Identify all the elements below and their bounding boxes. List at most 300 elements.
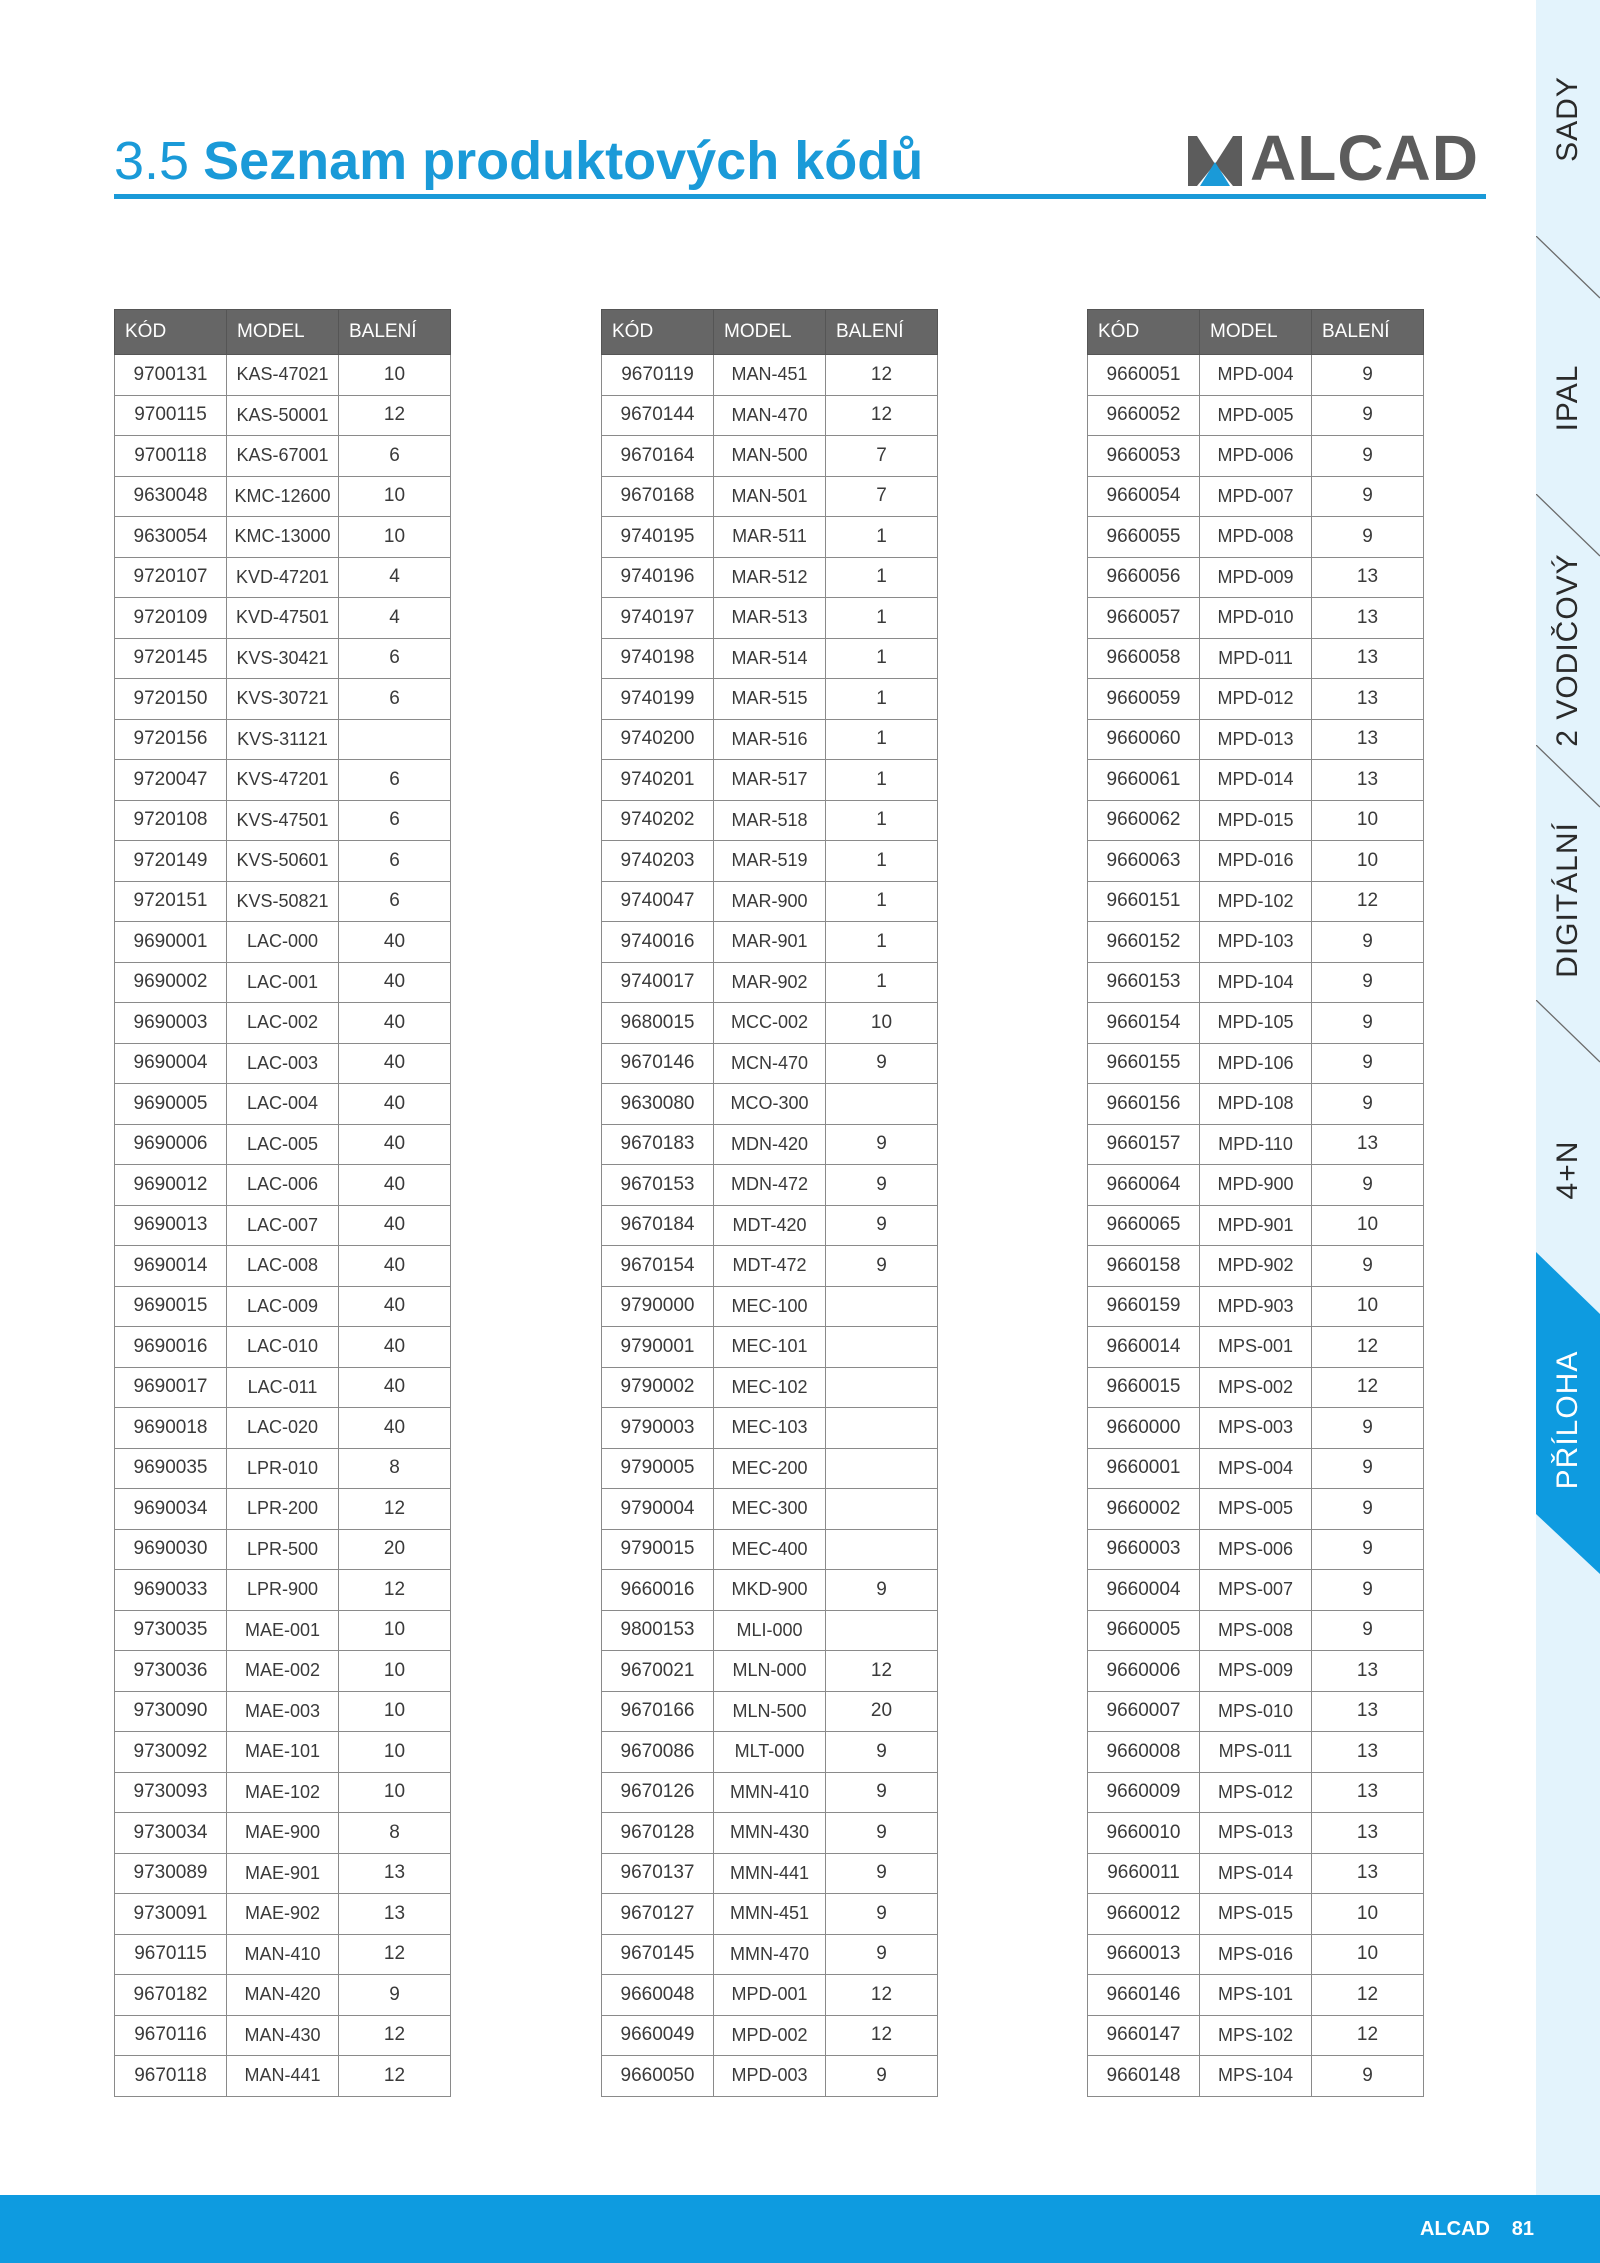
model-cell: MPD-008 — [1200, 517, 1312, 558]
package-cell: 6 — [339, 436, 451, 477]
model-cell: MPS-001 — [1200, 1327, 1312, 1368]
package-cell: 10 — [339, 1651, 451, 1692]
table-row — [602, 517, 938, 558]
product-code-cell: 9740196 — [602, 557, 714, 598]
table-row — [115, 922, 451, 963]
model-cell: MCN-470 — [714, 1043, 826, 1084]
table-row — [602, 2015, 938, 2056]
product-code-cell: 9660053 — [1088, 436, 1200, 477]
table-row — [602, 1124, 938, 1165]
tab-label: 2 VODIČOVÝ — [1551, 553, 1584, 747]
package-cell: 12 — [1312, 1327, 1424, 1368]
table-row — [115, 476, 451, 517]
package-cell — [826, 1610, 938, 1651]
product-code-cell: 9720151 — [115, 881, 227, 922]
model-cell: LAC-003 — [227, 1043, 339, 1084]
model-cell: MPS-006 — [1200, 1529, 1312, 1570]
table-row — [602, 395, 938, 436]
product-code-cell: 9690016 — [115, 1327, 227, 1368]
package-cell: 9 — [826, 1246, 938, 1287]
table-row — [1088, 395, 1424, 436]
model-cell: MPD-006 — [1200, 436, 1312, 477]
model-cell: MPD-005 — [1200, 395, 1312, 436]
table-row — [602, 355, 938, 396]
table-row — [1088, 679, 1424, 720]
model-cell: MPD-016 — [1200, 841, 1312, 882]
model-cell: MAN-430 — [227, 2015, 339, 2056]
package-cell: 8 — [339, 1448, 451, 1489]
model-cell: LAC-006 — [227, 1165, 339, 1206]
product-code-cell: 9670154 — [602, 1246, 714, 1287]
product-code-cell: 9660004 — [1088, 1570, 1200, 1611]
model-cell: LPR-200 — [227, 1489, 339, 1530]
table-row — [1088, 1165, 1424, 1206]
package-cell: 6 — [339, 679, 451, 720]
package-cell: 6 — [339, 800, 451, 841]
product-code-cell: 9670118 — [115, 2056, 227, 2097]
product-code-cell: 9730036 — [115, 1651, 227, 1692]
product-code-cell: 9660048 — [602, 1975, 714, 2016]
table-row — [602, 1853, 938, 1894]
package-cell: 13 — [1312, 638, 1424, 679]
model-cell: MPS-012 — [1200, 1772, 1312, 1813]
model-cell: LAC-002 — [227, 1003, 339, 1044]
product-code-cell: 9690018 — [115, 1408, 227, 1449]
table-row — [1088, 800, 1424, 841]
product-code-cell: 9660006 — [1088, 1651, 1200, 1692]
table-row — [602, 1934, 938, 1975]
table-row — [602, 638, 938, 679]
package-cell — [826, 1286, 938, 1327]
package-cell — [826, 1367, 938, 1408]
product-code-cell: 9740016 — [602, 922, 714, 963]
product-code-cell: 9660001 — [1088, 1448, 1200, 1489]
package-cell: 12 — [1312, 2015, 1424, 2056]
table-row — [602, 719, 938, 760]
package-cell: 13 — [1312, 1651, 1424, 1692]
model-cell: MPD-012 — [1200, 679, 1312, 720]
table-row — [1088, 1084, 1424, 1125]
package-cell: 40 — [339, 1286, 451, 1327]
table-row — [602, 1448, 938, 1489]
product-code-cell: 9720145 — [115, 638, 227, 679]
model-cell: MPS-005 — [1200, 1489, 1312, 1530]
table-row — [602, 1772, 938, 1813]
model-cell: MLN-500 — [714, 1691, 826, 1732]
table-row — [1088, 2015, 1424, 2056]
product-code-cell: 9670137 — [602, 1853, 714, 1894]
tab-label: IPAL — [1551, 364, 1584, 432]
package-cell: 13 — [1312, 598, 1424, 639]
product-code-cell: 9740199 — [602, 679, 714, 720]
package-cell: 12 — [826, 1651, 938, 1692]
model-cell: LAC-008 — [227, 1246, 339, 1287]
package-cell: 40 — [339, 1205, 451, 1246]
product-code-cell: 9660051 — [1088, 355, 1200, 396]
tab-label: SADY — [1551, 76, 1584, 162]
model-cell: MPS-013 — [1200, 1813, 1312, 1854]
product-code-cell: 9790002 — [602, 1367, 714, 1408]
product-code-cell: 9660014 — [1088, 1327, 1200, 1368]
table-row — [602, 760, 938, 801]
package-cell: 6 — [339, 760, 451, 801]
page-title — [114, 130, 923, 192]
model-cell: MAN-451 — [714, 355, 826, 396]
product-code-cell: 9740047 — [602, 881, 714, 922]
table-row — [115, 1327, 451, 1368]
package-cell: 12 — [826, 1975, 938, 2016]
table-row — [115, 1570, 451, 1611]
product-code-cell: 9720109 — [115, 598, 227, 639]
model-cell: MAE-002 — [227, 1651, 339, 1692]
table-row — [602, 1043, 938, 1084]
package-cell: 10 — [339, 1772, 451, 1813]
product-code-cell: 9730089 — [115, 1853, 227, 1894]
model-cell: LAC-020 — [227, 1408, 339, 1449]
package-cell: 12 — [339, 2056, 451, 2097]
product-code-cell: 9730034 — [115, 1813, 227, 1854]
package-cell: 1 — [826, 800, 938, 841]
package-cell: 12 — [826, 395, 938, 436]
package-cell: 40 — [339, 1124, 451, 1165]
package-cell: 1 — [826, 881, 938, 922]
package-cell: 10 — [1312, 1286, 1424, 1327]
model-cell: MCC-002 — [714, 1003, 826, 1044]
table-row — [602, 1529, 938, 1570]
model-cell: KVS-50601 — [227, 841, 339, 882]
package-cell: 40 — [339, 962, 451, 1003]
table-row — [1088, 760, 1424, 801]
model-cell: MMN-470 — [714, 1934, 826, 1975]
model-cell: MAR-516 — [714, 719, 826, 760]
package-cell: 9 — [826, 1894, 938, 1935]
tab-label: 4+N — [1551, 1140, 1584, 1200]
model-cell: MAE-003 — [227, 1691, 339, 1732]
table-row — [115, 719, 451, 760]
model-cell: MPS-009 — [1200, 1651, 1312, 1692]
table-row — [1088, 1691, 1424, 1732]
product-code-cell: 9630080 — [602, 1084, 714, 1125]
table-row — [115, 1408, 451, 1449]
product-code-cell: 9660157 — [1088, 1124, 1200, 1165]
table-row — [1088, 1205, 1424, 1246]
model-cell: MPD-010 — [1200, 598, 1312, 639]
product-code-cell: 9790001 — [602, 1327, 714, 1368]
product-code-cell: 9690014 — [115, 1246, 227, 1287]
package-cell: 40 — [339, 1043, 451, 1084]
product-code-cell: 9660065 — [1088, 1205, 1200, 1246]
product-code-cell: 9660147 — [1088, 2015, 1200, 2056]
table-row — [1088, 1043, 1424, 1084]
model-cell: MDT-420 — [714, 1205, 826, 1246]
product-code-cell: 9690006 — [115, 1124, 227, 1165]
model-cell: MAR-513 — [714, 598, 826, 639]
package-cell: 9 — [826, 1934, 938, 1975]
product-code-cell: 9670119 — [602, 355, 714, 396]
product-code-cell: 9690017 — [115, 1367, 227, 1408]
package-cell: 40 — [339, 1408, 451, 1449]
table-row — [115, 1691, 451, 1732]
table-row — [602, 922, 938, 963]
table-row — [1088, 436, 1424, 477]
product-code-cell: 9790003 — [602, 1408, 714, 1449]
package-cell: 6 — [339, 638, 451, 679]
model-cell: KVS-47501 — [227, 800, 339, 841]
model-cell: MDN-420 — [714, 1124, 826, 1165]
model-cell: MEC-103 — [714, 1408, 826, 1449]
product-code-cell: 9690002 — [115, 962, 227, 1003]
product-code-cell: 9740202 — [602, 800, 714, 841]
tab-2-vodicovy[interactable] — [1536, 550, 1600, 750]
table-row — [602, 436, 938, 477]
model-cell: KVS-30421 — [227, 638, 339, 679]
product-code-cell: 9690001 — [115, 922, 227, 963]
table-row — [115, 800, 451, 841]
product-code-cell: 9660159 — [1088, 1286, 1200, 1327]
model-cell: MPD-011 — [1200, 638, 1312, 679]
package-cell: 20 — [339, 1529, 451, 1570]
package-cell — [826, 1448, 938, 1489]
package-cell: 9 — [1312, 962, 1424, 1003]
package-cell: 10 — [339, 1610, 451, 1651]
model-cell: LAC-009 — [227, 1286, 339, 1327]
alcad-logo-icon — [1188, 136, 1242, 186]
model-cell: MAR-900 — [714, 881, 826, 922]
table-row — [115, 355, 451, 396]
model-cell: MKD-900 — [714, 1570, 826, 1611]
product-code-cell: 9660055 — [1088, 517, 1200, 558]
table-row — [115, 1853, 451, 1894]
tab-divider — [1536, 236, 1600, 300]
product-code-cell: 9660012 — [1088, 1894, 1200, 1935]
model-cell: KVD-47201 — [227, 557, 339, 598]
tab-sady[interactable] — [1536, 0, 1600, 238]
package-cell: 9 — [826, 1732, 938, 1773]
product-code-cell: 9670182 — [115, 1975, 227, 2016]
package-cell: 9 — [826, 1043, 938, 1084]
package-cell: 9 — [1312, 476, 1424, 517]
product-code-cell: 9690034 — [115, 1489, 227, 1530]
model-cell: KAS-50001 — [227, 395, 339, 436]
table-row — [1088, 1246, 1424, 1287]
footer-brand: ALCAD — [1420, 2218, 1490, 2240]
col-header-package: BALENÍ — [1312, 310, 1424, 355]
table-row — [115, 1651, 451, 1692]
table-row — [1088, 719, 1424, 760]
product-code-cell: 9690004 — [115, 1043, 227, 1084]
product-code-cell: 9670127 — [602, 1894, 714, 1935]
product-code-cell: 9670116 — [115, 2015, 227, 2056]
product-code-cell: 9670145 — [602, 1934, 714, 1975]
product-code-cell: 9670153 — [602, 1165, 714, 1206]
package-cell: 1 — [826, 679, 938, 720]
col-header-model: MODEL — [227, 310, 339, 355]
product-code-cell: 9790004 — [602, 1489, 714, 1530]
product-code-cell: 9660155 — [1088, 1043, 1200, 1084]
product-code-cell: 9740200 — [602, 719, 714, 760]
table-row — [115, 679, 451, 720]
package-cell: 13 — [1312, 1772, 1424, 1813]
table-row — [602, 1408, 938, 1449]
package-cell — [826, 1489, 938, 1530]
model-cell: MPD-001 — [714, 1975, 826, 2016]
package-cell: 9 — [826, 1124, 938, 1165]
model-cell: MPD-903 — [1200, 1286, 1312, 1327]
table-row — [1088, 1894, 1424, 1935]
product-code-cell: 9660052 — [1088, 395, 1200, 436]
package-cell — [826, 1327, 938, 1368]
model-cell: MPD-102 — [1200, 881, 1312, 922]
table-row — [115, 1043, 451, 1084]
table-row — [602, 1651, 938, 1692]
product-code-cell: 9660062 — [1088, 800, 1200, 841]
model-cell: MDT-472 — [714, 1246, 826, 1287]
col-header-code: KÓD — [602, 310, 714, 355]
table-row — [1088, 1367, 1424, 1408]
tab-digitalni[interactable] — [1536, 800, 1600, 1000]
table-row — [115, 2056, 451, 2097]
package-cell: 10 — [339, 476, 451, 517]
model-cell: MAR-519 — [714, 841, 826, 882]
table-row — [115, 1084, 451, 1125]
table-row — [602, 679, 938, 720]
package-cell: 1 — [826, 517, 938, 558]
package-cell — [826, 1084, 938, 1125]
package-cell — [339, 719, 451, 760]
table-row — [602, 1489, 938, 1530]
model-cell: MAE-900 — [227, 1813, 339, 1854]
title-underline — [114, 194, 1486, 199]
table-row — [602, 1367, 938, 1408]
package-cell: 13 — [1312, 1732, 1424, 1773]
model-cell: KAS-47021 — [227, 355, 339, 396]
model-cell: MPD-104 — [1200, 962, 1312, 1003]
table-row — [1088, 517, 1424, 558]
product-code-cell: 9660148 — [1088, 2056, 1200, 2097]
table-row — [115, 1610, 451, 1651]
table-row — [602, 598, 938, 639]
model-cell: MAN-441 — [227, 2056, 339, 2097]
package-cell: 1 — [826, 598, 938, 639]
table-row — [1088, 1975, 1424, 2016]
product-code-cell: 9740197 — [602, 598, 714, 639]
package-cell: 40 — [339, 1165, 451, 1206]
product-code-cell: 9660011 — [1088, 1853, 1200, 1894]
model-cell: MAN-500 — [714, 436, 826, 477]
package-cell: 9 — [1312, 1408, 1424, 1449]
table-row — [602, 800, 938, 841]
table-row — [115, 598, 451, 639]
model-cell: MAN-410 — [227, 1934, 339, 1975]
section-number: 3.5 — [114, 131, 190, 191]
model-cell: KVD-47501 — [227, 598, 339, 639]
table-row — [115, 1529, 451, 1570]
table-row — [115, 1286, 451, 1327]
product-code-cell: 9660007 — [1088, 1691, 1200, 1732]
model-cell: MAE-001 — [227, 1610, 339, 1651]
table-row — [115, 1003, 451, 1044]
model-cell: MPS-104 — [1200, 2056, 1312, 2097]
package-cell: 9 — [826, 2056, 938, 2097]
model-cell: LAC-010 — [227, 1327, 339, 1368]
product-code-cell: 9630054 — [115, 517, 227, 558]
model-cell: KVS-31121 — [227, 719, 339, 760]
table-row — [115, 1934, 451, 1975]
table-row — [602, 1894, 938, 1935]
product-code-cell: 9670166 — [602, 1691, 714, 1732]
model-cell: MAE-901 — [227, 1853, 339, 1894]
table-row — [1088, 1286, 1424, 1327]
package-cell: 12 — [339, 2015, 451, 2056]
model-cell: MMN-410 — [714, 1772, 826, 1813]
product-code-cell: 9630048 — [115, 476, 227, 517]
product-code-cell: 9660009 — [1088, 1772, 1200, 1813]
tab-4n[interactable] — [1536, 1060, 1600, 1280]
table-row — [602, 1732, 938, 1773]
product-code-cell: 9660003 — [1088, 1529, 1200, 1570]
table-row — [115, 1367, 451, 1408]
model-cell: MEC-101 — [714, 1327, 826, 1368]
product-code-cell: 9660060 — [1088, 719, 1200, 760]
product-code-cell: 9690035 — [115, 1448, 227, 1489]
tab-ipal[interactable] — [1536, 300, 1600, 496]
package-cell: 13 — [339, 1894, 451, 1935]
package-cell: 40 — [339, 1084, 451, 1125]
model-cell: KVS-50821 — [227, 881, 339, 922]
package-cell: 10 — [339, 517, 451, 558]
product-code-cell: 9670164 — [602, 436, 714, 477]
model-cell: MCO-300 — [714, 1084, 826, 1125]
model-cell: MAR-511 — [714, 517, 826, 558]
package-cell: 12 — [339, 1570, 451, 1611]
product-code-cell: 9740017 — [602, 962, 714, 1003]
model-cell: MLN-000 — [714, 1651, 826, 1692]
table-row — [115, 1165, 451, 1206]
model-cell: MPD-009 — [1200, 557, 1312, 598]
package-cell: 9 — [1312, 1084, 1424, 1125]
product-code-cell: 9660061 — [1088, 760, 1200, 801]
product-code-cell: 9800153 — [602, 1610, 714, 1651]
package-cell: 12 — [1312, 1367, 1424, 1408]
package-cell: 4 — [339, 557, 451, 598]
package-cell: 13 — [1312, 760, 1424, 801]
model-cell: MLT-000 — [714, 1732, 826, 1773]
model-cell: MPD-902 — [1200, 1246, 1312, 1287]
tab-label: DIGITÁLNÍ — [1551, 822, 1584, 978]
package-cell: 13 — [1312, 1853, 1424, 1894]
table-row — [115, 1448, 451, 1489]
package-cell: 10 — [339, 1691, 451, 1732]
product-code-cell: 9660000 — [1088, 1408, 1200, 1449]
table-row — [115, 1772, 451, 1813]
package-cell: 8 — [339, 1813, 451, 1854]
package-cell: 40 — [339, 1246, 451, 1287]
product-code-cell: 9720108 — [115, 800, 227, 841]
product-code-cell: 9700131 — [115, 355, 227, 396]
package-cell: 9 — [826, 1570, 938, 1611]
product-code-cell: 9660064 — [1088, 1165, 1200, 1206]
product-code-cell: 9660153 — [1088, 962, 1200, 1003]
product-code-cell: 9660154 — [1088, 1003, 1200, 1044]
tab-priloha[interactable] — [1536, 1300, 1600, 1540]
table-row — [115, 1205, 451, 1246]
model-cell: MAE-101 — [227, 1732, 339, 1773]
package-cell: 1 — [826, 557, 938, 598]
package-cell: 10 — [1312, 1934, 1424, 1975]
product-code-cell: 9730091 — [115, 1894, 227, 1935]
package-cell: 12 — [339, 1934, 451, 1975]
table-row — [602, 557, 938, 598]
